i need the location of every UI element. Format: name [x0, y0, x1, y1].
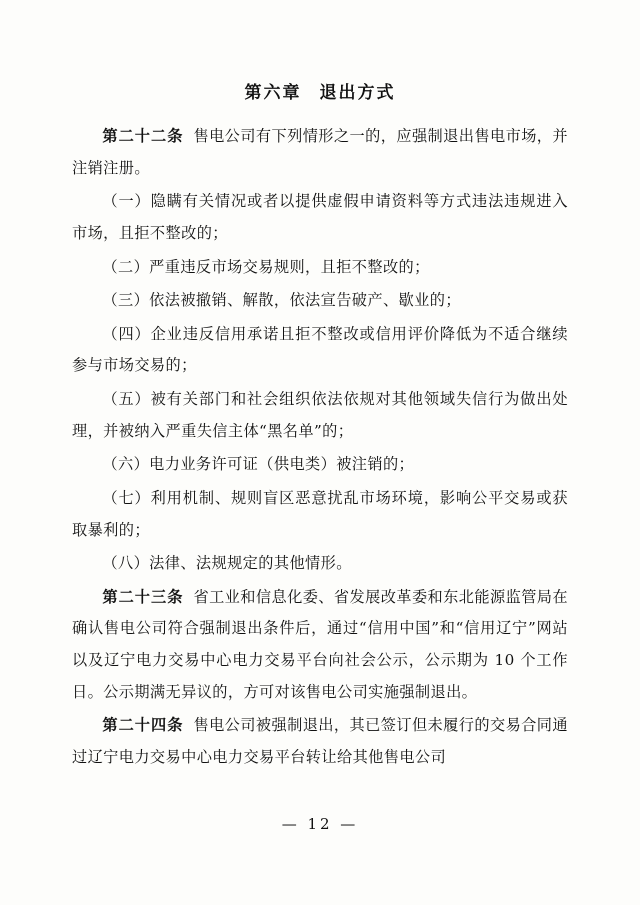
article-23-number: 第二十三条: [102, 587, 184, 606]
clause-item-5: （五）被有关部门和社会组织依法依规对其他领域失信行为做出处理，并被纳入严重失信主体“黑名单”的；: [72, 390, 568, 440]
article-22: [72, 121, 568, 184]
chapter-title-text: 退出方式: [319, 83, 396, 103]
clause-item-2: （二）严重违反市场交易规则，且拒不整改的；: [102, 257, 430, 276]
clause-item-4: （四）企业违反信用承诺且拒不整改或信用评价降低为不适合继续参与市场交易的；: [72, 324, 568, 375]
article-24-number: 第二十四条: [102, 716, 184, 735]
article-24: [72, 710, 568, 773]
clause-item-7: （七）利用机制、规则盲区恶意扰乱市场环境，影响公平交易或获取暴利的；: [72, 488, 568, 539]
chapter-heading: [72, 80, 568, 107]
article-23: [72, 582, 568, 708]
clause-item-6: （六）电力业务许可证（供电类）被注销的；: [102, 455, 415, 474]
clause-item-3: （三）依法被撤销、解散，依法宣告破产、歇业的；: [102, 291, 461, 310]
article-22-text: 售电公司有下列情形之一的，应强制退出售电市场，并注销注册。: [72, 127, 569, 177]
clause-item-1: （一）隐瞒有关情况或者以提供虚假申请资料等方式违法违规进入市场，且拒不整改的；: [72, 192, 568, 243]
page-footer: — 12 —: [281, 815, 359, 833]
clause-item-8: （八）法律、法规规定的其他情形。: [102, 554, 352, 573]
article-23-text: 省工业和信息化委、省发展改革委和东北能源监管局在确认售电公司符合强制退出条件后，通过“信用中国”和“信用辽宁”网站以及辽宁电力交易中心电力交易平台向社会公示，公示期为 10 个工作日。公示期满无异议的，方可对该售电公司实施强制退出。: [72, 587, 569, 701]
chapter-number: 第六章: [244, 83, 302, 103]
article-22-number: 第二十二条: [102, 127, 184, 146]
article-24-text: 售电公司被强制退出，其已签订但未履行的交易合同通过辽宁电力交易中心电力交易平台转让给其他售电公司: [72, 716, 569, 766]
